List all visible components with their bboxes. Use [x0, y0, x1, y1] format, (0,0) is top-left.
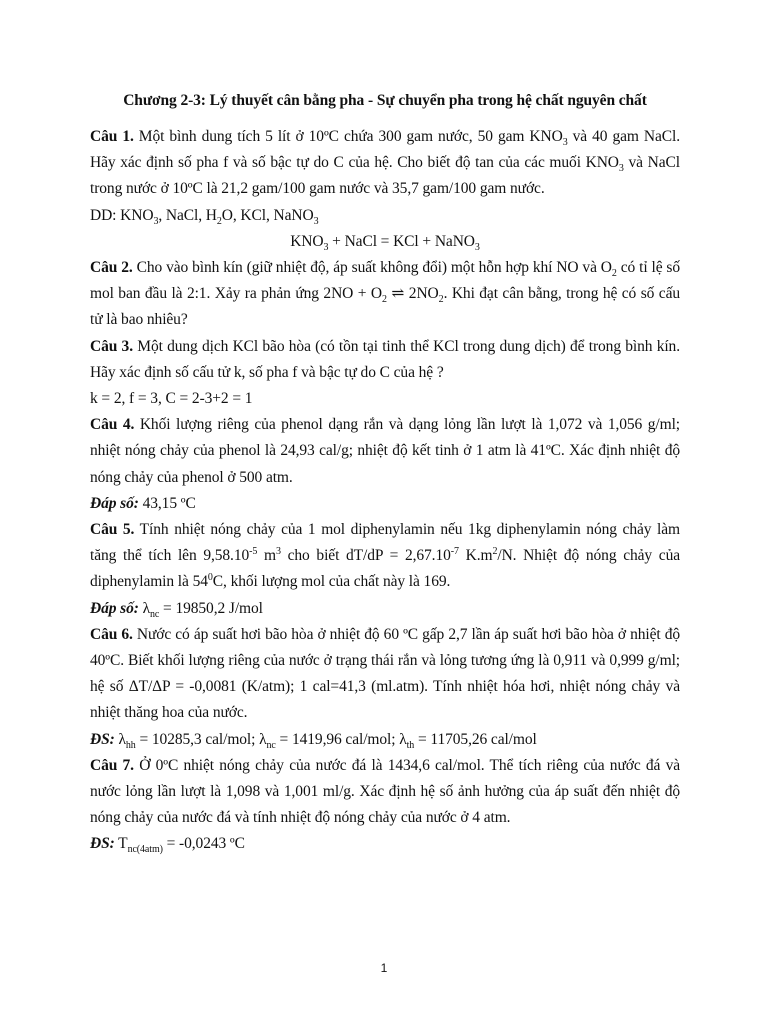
question-5-label: Câu 5.: [90, 521, 135, 539]
question-7-answer: ĐS: $T_{nc(4atm)} = -0,0243$ ºC: [90, 835, 245, 856]
question-6: Câu 6. Nước có áp suất hơi bão hòa ở nhiệt độ 60 ºC gấp 2,7 lần áp suất hơi bão hòa ở nhiệt độ 40ºC. Biết khối lượng riêng của nước ở trạng thái rắn và lỏng tương ứng là 0,911 và 0,999 g/ml; hệ số ΔT/ΔP = -0,0081 (K/atm); 1 cal=41,3 (ml.atm). Tính nhiệt hóa hơi, nhiệt nóng chảy và nhiệt thăng hoa của nước.: [90, 625, 680, 722]
question-2: Câu 2. Cho vào bình kín (giữ nhiệt độ, áp suất không đổi) một hỗn hợp khí NO và $O_2$ có tỉ lệ số mol ban đầu là 2:1. Xảy ra phản ứng $2NO + O_2$ ⇌ $2NO_2$. Khi đạt cân bằng, trong hệ có số cấu tử là bao nhiêu?: [90, 259, 681, 329]
chapter-title: Chương 2-3: Lý thuyết cân bằng pha - Sự chuyển pha trong hệ chất nguyên chất: [123, 92, 647, 109]
question-7-label: Câu 7.: [90, 756, 134, 774]
question-6-label: Câu 6.: [90, 625, 133, 643]
question-5-answer: Đáp số: $\lambda_{nc} = 19850,2$ J/mol: [90, 599, 263, 620]
question-1-label: Câu 1.: [90, 128, 134, 145]
question-4: Câu 4. Khối lượng riêng của phenol dạng rắn và dạng lỏng lần lượt là 1,072 và 1,056 g/ml; nhiệt nóng chảy của phenol là 24,93 cal/g; nhiệt độ kết tinh ở 1 atm là 41ºC. Xác định nhiệt độ nóng chảy của phenol ở 500 atm.: [90, 416, 680, 486]
question-5: Câu 5. Tính nhiệt nóng chảy của 1 mol diphenylamin nếu 1kg diphenylamin nóng chảy làm tăng thể tích lên $9,58.10^{-5}$ $m^3$ cho biết $dT/dP = 2,67.10^{-7}$ $K.m^2/N$. Nhiệt độ nóng chảy của diphenylamin là $54^0C$, khối lượng mol của chất này là 169.: [90, 521, 681, 591]
question-3-answer: k = 2, f = 3, C = 2-3+2 = 1: [90, 390, 253, 408]
question-4-answer: Đáp số: 43,15 ºC: [90, 494, 196, 512]
question-1: Câu 1. Một bình dung tích 5 lít ở 10ºC chứa 300 gam nước, 50 gam $KNO_3$ và 40 gam NaCl. Hãy xác định số pha f và số bậc tự do C của hệ. Cho biết độ tan của các muối $KNO_3$ và NaCl trong nước ở 10ºC là 21,2 gam/100 gam nước và 35,7 gam/100 gam nước.: [90, 128, 681, 198]
answer-label: ĐS:: [90, 730, 115, 748]
question-3-label: Câu 3.: [90, 337, 133, 355]
answer-label: Đáp số:: [90, 599, 139, 617]
dissolved-species-line: DD: $KNO_3$, NaCl, $H_2O$, KCl, NaNO$_3$: [90, 206, 319, 227]
answer-label: ĐS:: [90, 835, 115, 853]
question-7: Câu 7. Ở 0ºC nhiệt nóng chảy của nước đá là 1434,6 cal/mol. Thể tích riêng của nước đá và nước lỏng lần lượt là 1,098 và 1,001 ml/g. Xác định hệ số ảnh hưởng của áp suất đến nhiệt độ nóng chảy của nước đá và tính nhiệt độ nóng chảy của nước ở 4 atm.: [90, 756, 681, 827]
page-number: 1: [380, 961, 388, 975]
answer-label: Đáp số:: [90, 494, 139, 512]
question-2-label: Câu 2.: [90, 259, 133, 277]
question-4-label: Câu 4.: [90, 416, 135, 434]
question-6-answer: ĐS: $\lambda_{hh} = 10285,3$ cal/mol; $\lambda_{nc} = 1419,96$ cal/mol; $\lambda_{th} = 11705,26$ cal/mol: [90, 730, 537, 751]
reaction-equation: $KNO_3$ + NaCl = KCl + NaNO$_3$: [290, 232, 480, 253]
question-3: Câu 3. Một dung dịch KCl bão hòa (có tồn tại tinh thể KCl trong dung dịch) để trong bình kín. Hãy xác định số cấu tử k, số pha f và bậc tự do C của hệ ?: [90, 337, 680, 381]
document-body: [90, 92, 680, 858]
